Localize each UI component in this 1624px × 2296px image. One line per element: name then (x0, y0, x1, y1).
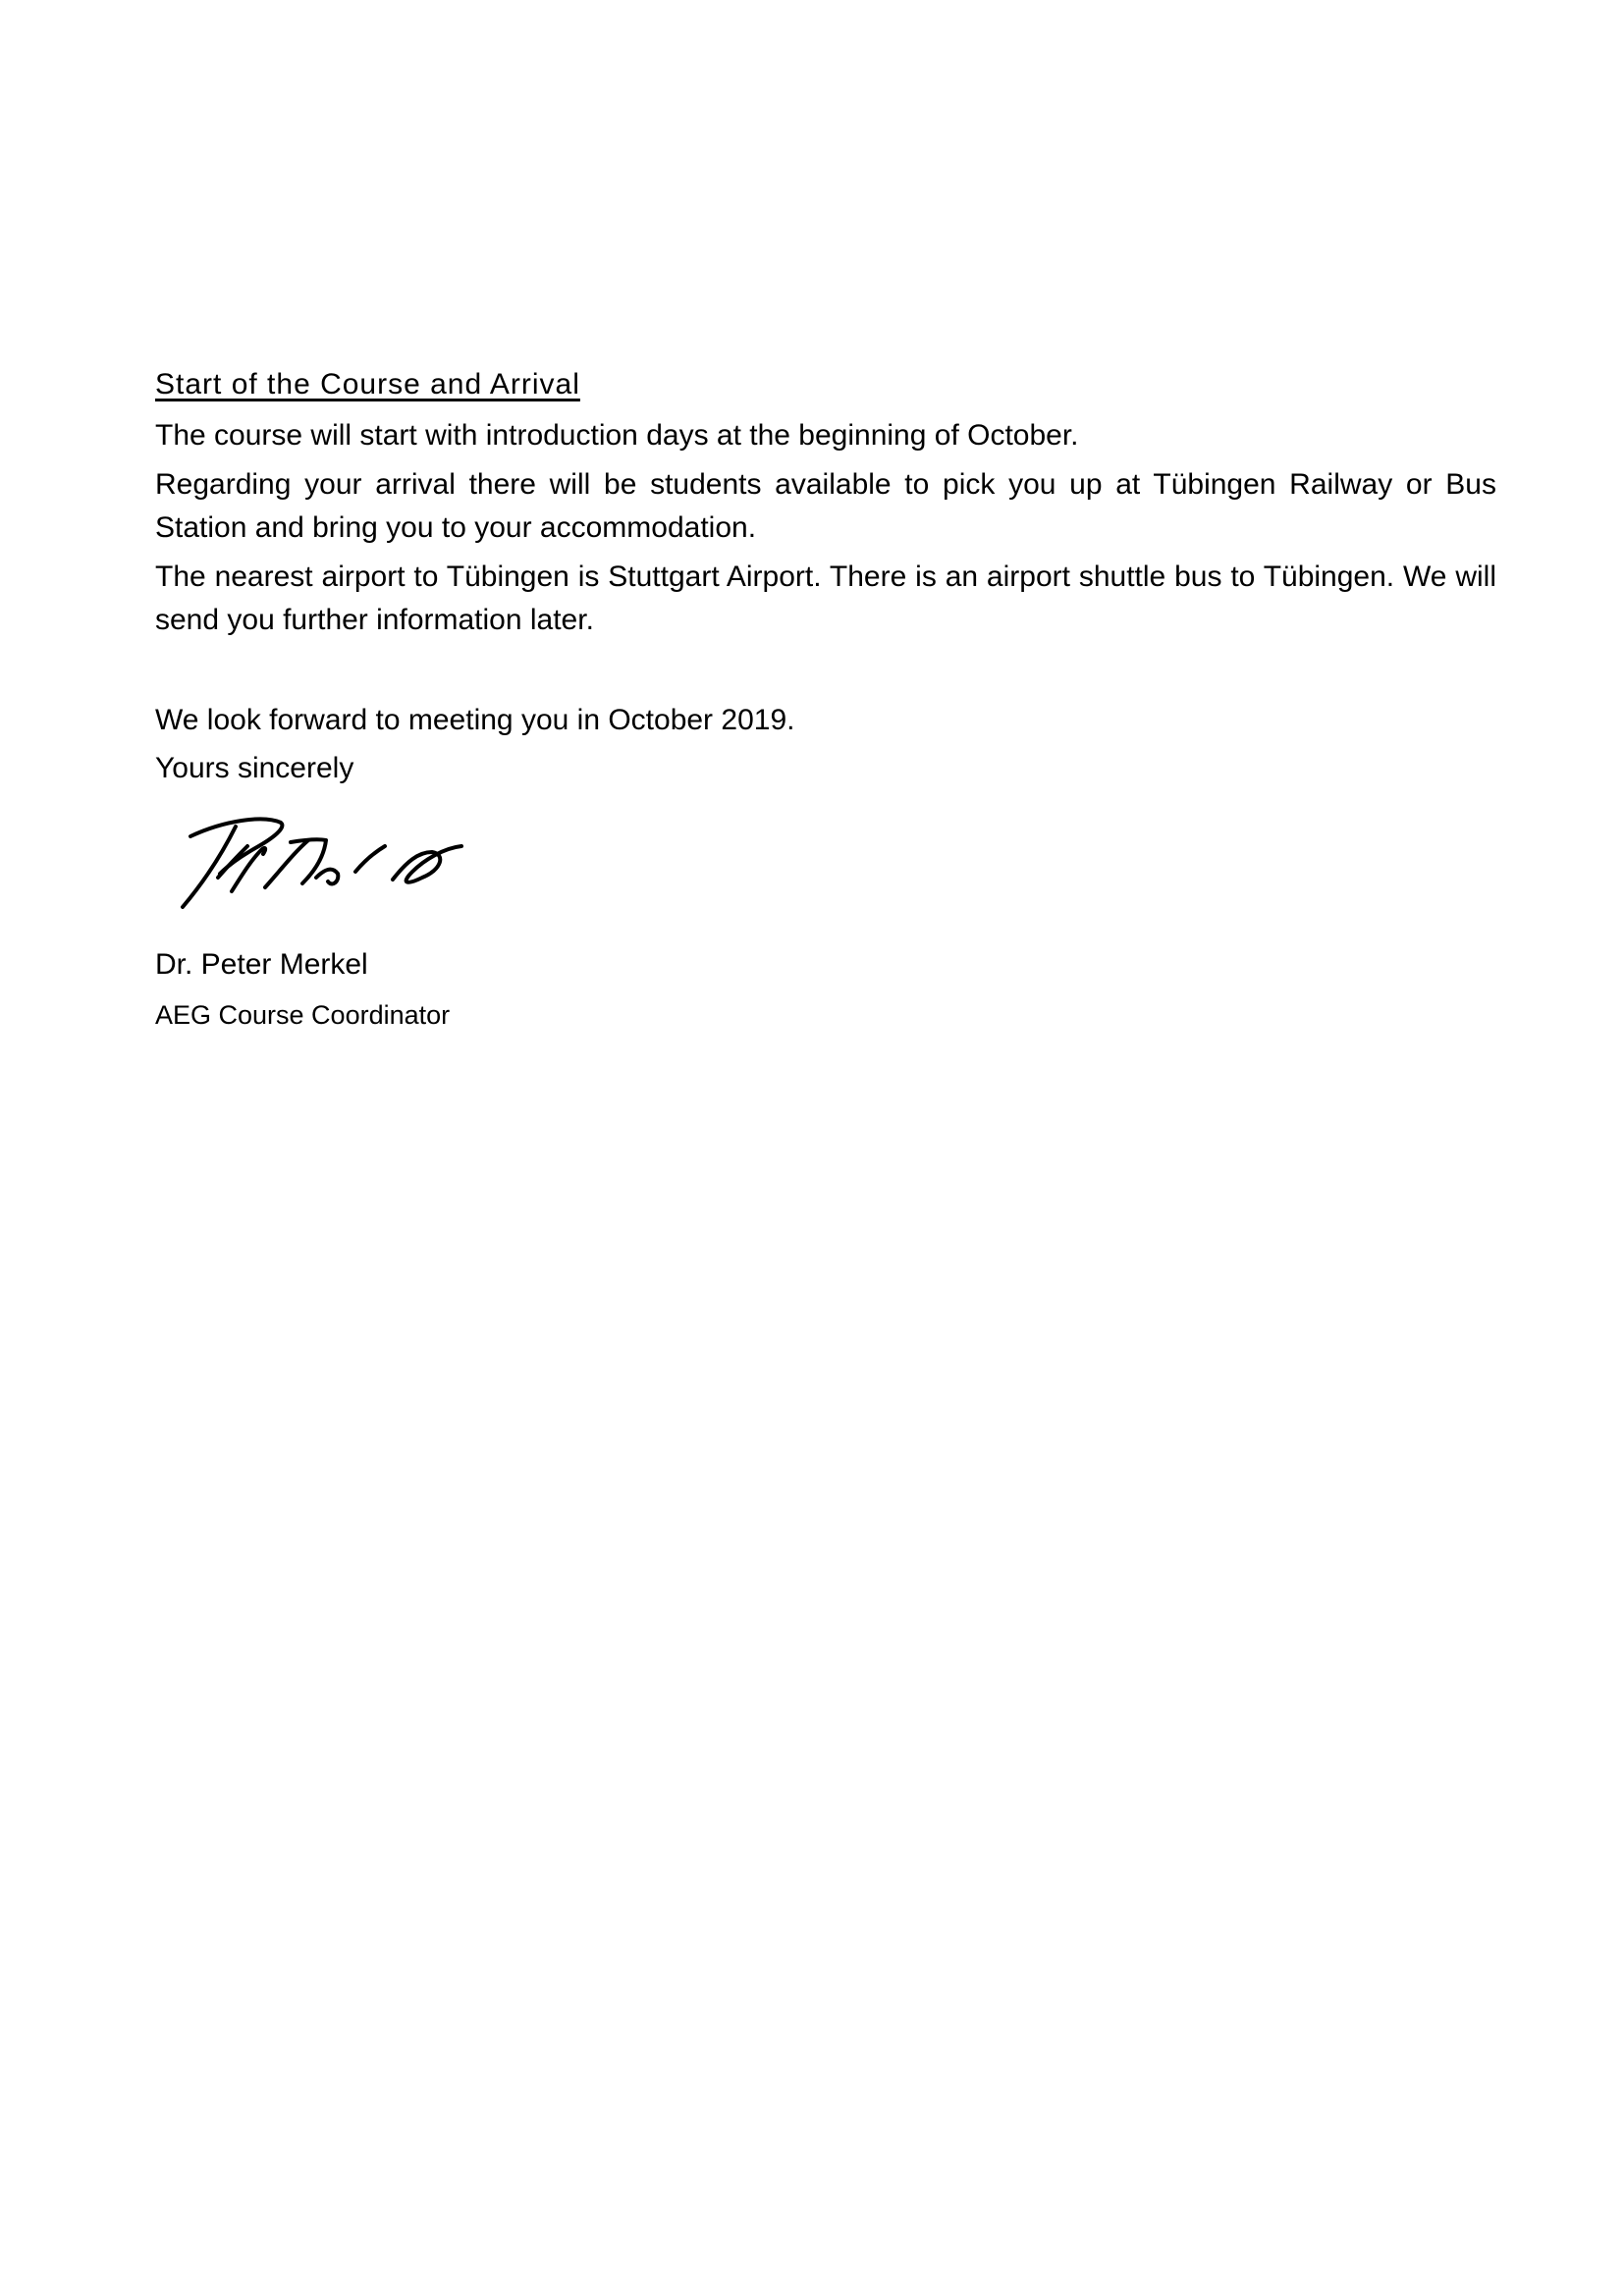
section-heading: Start of the Course and Arrival (155, 368, 580, 400)
signer-role: AEG Course Coordinator (155, 1000, 451, 1030)
airport-paragraph: The nearest airport to Tübingen is Stuttgart Airport. There is an airport shuttle bus to Tübingen. We will send you further information later. (155, 561, 1496, 636)
signer-name: Dr. Peter Merkel (155, 948, 368, 981)
course-start-paragraph: The course will start with introduction days at the beginning of October. (155, 419, 1079, 452)
signature-icon (165, 813, 469, 921)
salutation: Yours sincerely (155, 752, 354, 784)
arrival-paragraph: Regarding your arrival there will be students available to pick you up at Tübingen Railway or Bus Station and bring you to your accommodation. (155, 468, 1496, 544)
closing-paragraph: We look forward to meeting you in October 2019. (155, 704, 795, 736)
